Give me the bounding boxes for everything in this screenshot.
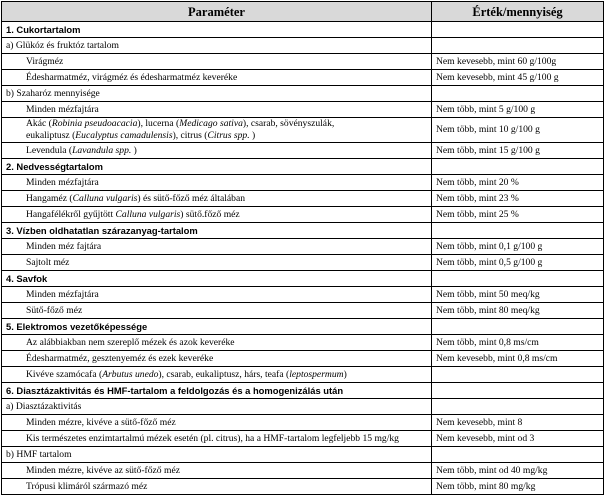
value-cell: Nem több, mint 0,5 g/100 g	[432, 255, 604, 271]
table-row	[2, 191, 604, 207]
table-row	[2, 415, 604, 431]
subsection-label: b) Szaharóz mennyisége	[2, 86, 432, 102]
table-row	[2, 239, 604, 255]
text-fragment: ), csarab, sövényszulák,	[242, 118, 335, 129]
parameter-cell: Minden mézfajtára	[2, 287, 432, 303]
value-cell: Nem több, mint 0,8 ms/cm	[432, 335, 604, 351]
latin-name: Lavandula spp.	[72, 144, 132, 156]
table-row	[2, 399, 604, 415]
latin-name: Arbutus unedo	[102, 368, 159, 380]
table-row	[2, 175, 604, 191]
table-row	[2, 54, 604, 70]
table-row	[2, 383, 604, 399]
parameter-cell	[2, 207, 432, 223]
value-cell: Nem kevesebb, mint 60 g/100g	[432, 54, 604, 70]
text-fragment: Hangaméz (	[26, 192, 73, 204]
value-cell: Nem kevesebb, mint 0,8 ms/cm	[432, 351, 604, 367]
table-header-row	[2, 2, 604, 22]
text-fragment: ) sütő.főző méz	[180, 208, 240, 220]
latin-name: Eucalyptus camadulensis	[75, 130, 173, 141]
table-row	[2, 22, 604, 38]
value-cell: Nem több, mint 5 g/100 g	[432, 102, 604, 118]
honey-parameters-table	[1, 1, 604, 495]
text-fragment: )	[343, 368, 347, 380]
latin-name: Citrus spp.	[207, 130, 250, 141]
subsection-label: a) Glükóz és fruktóz tartalom	[2, 38, 432, 54]
value-cell: Nem több, mint 25 %	[432, 207, 604, 223]
table-row	[2, 319, 604, 335]
latin-name: leptospermum	[289, 368, 344, 380]
parameter-cell: Édesharmatméz, gesztenyeméz és ezek keveréke	[2, 351, 432, 367]
table-row	[2, 303, 604, 319]
parameter-cell: Minden mézfajtára	[2, 102, 432, 118]
value-cell	[432, 271, 604, 287]
value-cell: Nem több, mint 23 %	[432, 191, 604, 207]
table-row	[2, 367, 604, 383]
parameter-cell: Trópusi klimáról származó méz	[2, 479, 432, 495]
value-cell	[432, 159, 604, 175]
value-cell	[432, 399, 604, 415]
parameter-cell: Minden méz fajtára	[2, 239, 432, 255]
table-row	[2, 255, 604, 271]
table-row	[2, 159, 604, 175]
text-fragment: Akác (	[26, 118, 52, 129]
table-row	[2, 70, 604, 86]
parameter-cell	[2, 143, 432, 159]
parameter-cell: Sajtolt méz	[2, 255, 432, 271]
section-heading: 5. Elektromos vezetőképessége	[2, 319, 432, 335]
table-row	[2, 271, 604, 287]
value-cell: Nem kevesebb, mint 45 g/100 g	[432, 70, 604, 86]
value-cell	[432, 383, 604, 399]
table-row	[2, 479, 604, 495]
parameter-cell: Minden mézre, kivéve a sütő-főző méz	[2, 415, 432, 431]
parameter-cell: Minden mézfajtára	[2, 175, 432, 191]
text-fragment: eukaliptusz (	[26, 130, 76, 141]
value-cell	[432, 447, 604, 463]
table-row	[2, 335, 604, 351]
latin-name: Calluna vulgaris	[115, 208, 181, 220]
table-row	[2, 223, 604, 239]
text-fragment: )	[249, 130, 256, 141]
text-fragment: ), citrus (	[172, 130, 208, 141]
table-row	[2, 351, 604, 367]
text-fragment: )	[131, 144, 137, 156]
table-row	[2, 102, 604, 118]
value-cell	[432, 223, 604, 239]
table-row	[2, 447, 604, 463]
parameter-cell: Sütő-főző méz	[2, 303, 432, 319]
table-row	[2, 38, 604, 54]
section-heading: 4. Savfok	[2, 271, 432, 287]
table-row	[2, 287, 604, 303]
value-cell	[432, 367, 604, 383]
value-cell: Nem kevesebb, mint od 3	[432, 431, 604, 447]
text-fragment: ), lucerna (	[137, 118, 180, 129]
parameter-cell	[2, 367, 432, 383]
section-heading: 2. Nedvességtartalom	[2, 159, 432, 175]
value-cell: Nem több, mint 10 g/100 g	[432, 118, 604, 143]
header-parameter: Paraméter	[2, 2, 432, 22]
value-cell: Nem több, mint 80 meq/kg	[432, 303, 604, 319]
value-cell	[432, 86, 604, 102]
table-row	[2, 86, 604, 102]
parameter-cell	[2, 118, 432, 143]
parameter-cell: Minden mézre, kivéve az sütő-főző méz	[2, 463, 432, 479]
table-row	[2, 431, 604, 447]
subsection-label: b) HMF tartalom	[2, 447, 432, 463]
parameter-cell: Kis természetes enzimtartalmú mézek esetén (pl. citrus), ha a HMF-tartalom legfeljebb 15 mg/kg	[2, 431, 432, 447]
text-fragment: ) és sütő-főző méz általában	[137, 192, 246, 204]
table-row	[2, 118, 604, 143]
value-cell: Nem több, mint 80 mg/kg	[432, 479, 604, 495]
parameter-cell	[2, 191, 432, 207]
value-cell: Nem több, mint 50 meq/kg	[432, 287, 604, 303]
section-heading: 6. Diasztázaktivitás és HMF-tartalom a feldolgozás és a homogenizálás után	[2, 383, 432, 399]
table-row	[2, 463, 604, 479]
header-value: Érték/mennyiség	[432, 2, 604, 22]
text-fragment: Levendula (	[26, 144, 73, 156]
table-row	[2, 207, 604, 223]
value-cell	[432, 38, 604, 54]
parameter-cell: Virágméz	[2, 54, 432, 70]
table-body	[2, 22, 604, 495]
subsection-label: a) Diasztázaktivitás	[2, 399, 432, 415]
value-cell	[432, 22, 604, 38]
table-row	[2, 143, 604, 159]
value-cell: Nem több, mint 20 %	[432, 175, 604, 191]
value-cell: Nem több, mint od 40 mg/kg	[432, 463, 604, 479]
section-heading: 3. Vízben oldhatatlan szárazanyag-tartalom	[2, 223, 432, 239]
section-heading: 1. Cukortartalom	[2, 22, 432, 38]
latin-name: Robinia pseudoacacia	[51, 118, 138, 129]
text-fragment: Kivéve szamócafa (	[26, 368, 103, 380]
text-fragment: Hangafélékről gyűjtött	[26, 208, 116, 220]
text-fragment: ), csarab, eukaliptusz, hárs, teafa (	[158, 368, 290, 380]
value-cell: Nem kevesebb, mint 8	[432, 415, 604, 431]
value-cell: Nem több, mint 15 g/100 g	[432, 143, 604, 159]
value-cell	[432, 319, 604, 335]
latin-name: Calluna vulgaris	[72, 192, 138, 204]
parameter-cell: Édesharmatméz, virágméz és édesharmatméz keveréke	[2, 70, 432, 86]
latin-name: Medicago sativa	[179, 118, 243, 129]
parameter-cell: Az alábbiakban nem szereplő mézek és azok keveréke	[2, 335, 432, 351]
value-cell: Nem több, mint 0,1 g/100 g	[432, 239, 604, 255]
